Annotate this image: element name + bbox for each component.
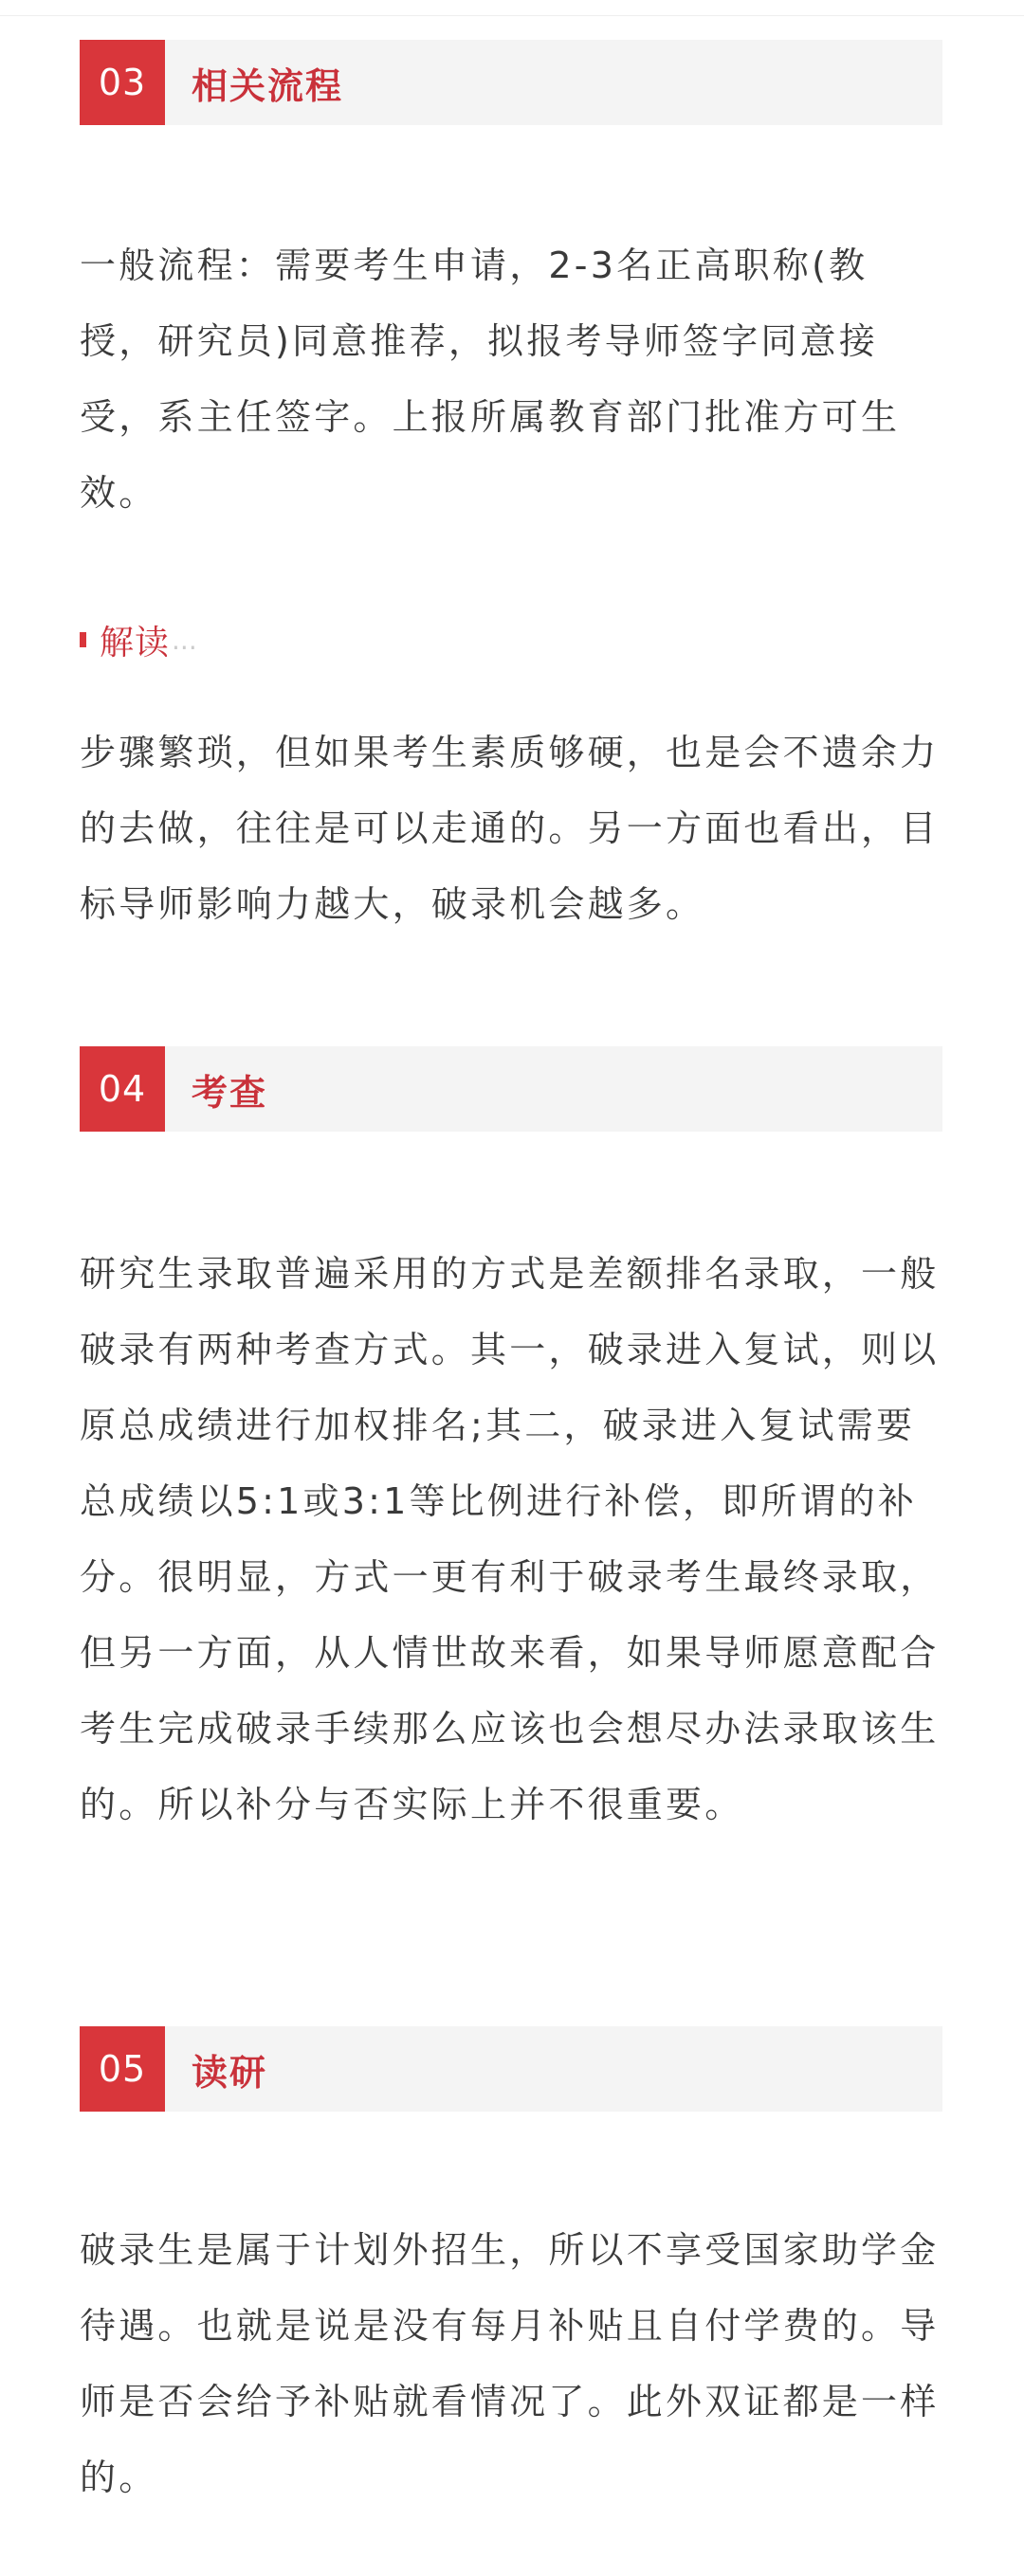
- section-header-05: [80, 2026, 942, 2112]
- section-header-04: [80, 1046, 942, 1132]
- subheading-marker-icon: [80, 632, 86, 647]
- section-number-badge: 03: [80, 40, 165, 125]
- section-title: 考查: [192, 1071, 268, 1114]
- section-title: 相关流程: [192, 64, 344, 107]
- subheading-ellipsis: ...: [172, 624, 197, 656]
- section-number-badge: 05: [80, 2026, 165, 2112]
- section-number-badge: 04: [80, 1046, 165, 1132]
- exam-paragraph: 研究生录取普遍采用的方式是差额排名录取，一般破录有两种考查方式。其一，破录进入复试，则以原总成绩进行加权排名;其二，破录进入复试需要总成绩以5:1或3:1等比例进行补偿，即所谓的补分。很明显，方式一更有利于破录考生最终录取，但另一方面，从人情世故来看，如果导师愿意配合考生完成破录手续那么应该也会想尽办法录取该生的。所以补分与否实际上并不很重要。: [80, 1253, 940, 1825]
- process-paragraph: 一般流程：需要考生申请，2-3名正高职称(教授，研究员)同意推荐，拟报考导师签字同意接受，系主任签字。上报所属教育部门批准方可生效。: [80, 245, 901, 514]
- section-header-03: [80, 40, 942, 125]
- study-paragraph: 破录生是属于计划外招生，所以不享受国家助学金待遇。也就是说是没有每月补贴且自付学费的。导师是否会给予补贴就看情况了。此外双证都是一样的。: [80, 2229, 940, 2498]
- top-divider: [0, 0, 1024, 16]
- subheading-label: 解读: [100, 623, 171, 662]
- interpretation-paragraph: 步骤繁琐，但如果考生素质够硬，也是会不遗余力的去做，往往是可以走通的。另一方面也看出，目标导师影响力越大，破录机会越多。: [80, 732, 940, 925]
- section-title: 读研: [192, 2051, 268, 2094]
- interpretation-subheading: [80, 616, 197, 663]
